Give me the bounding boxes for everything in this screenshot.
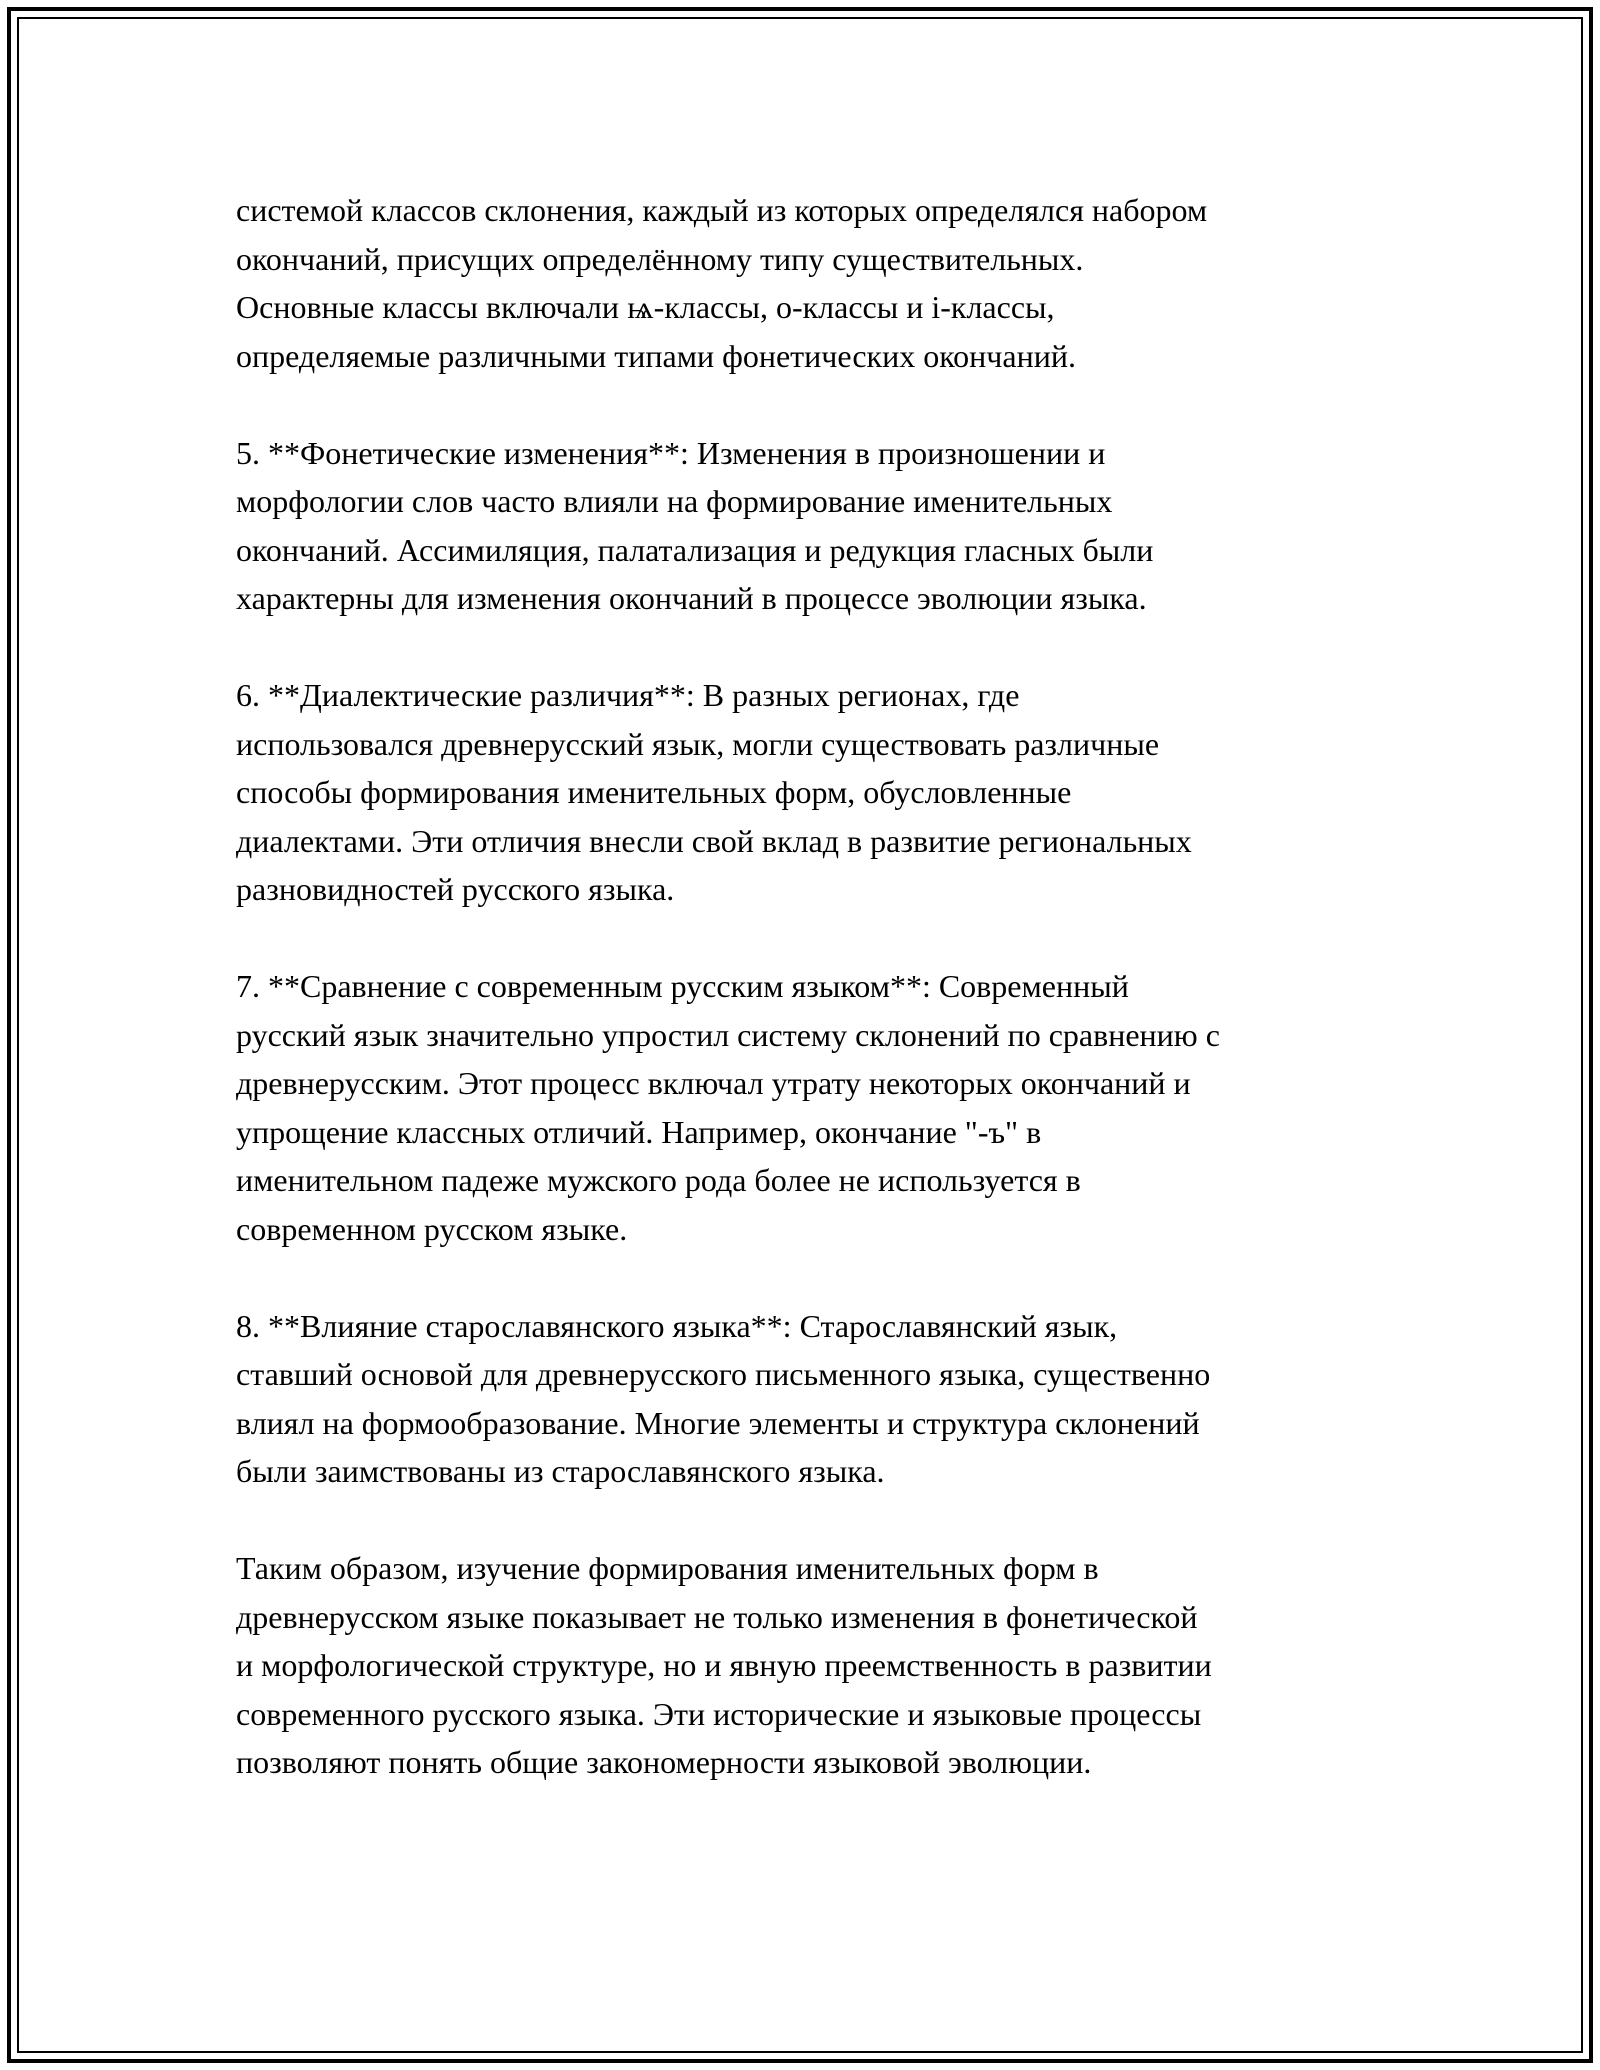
text-line: системой классов склонения, каждый из которых определялся набором (236, 192, 1208, 228)
text-line: характерны для изменения окончаний в процессе эволюции языка. (236, 580, 1147, 616)
text-line: именительном падеже мужского рода более не используется в (236, 1162, 1081, 1198)
paragraph-item-5-phonetic-changes (236, 429, 1386, 623)
text-line: окончаний, присущих определённому типу существительных. (236, 240, 1084, 277)
paragraph-item-7-modern-comparison (236, 962, 1386, 1253)
text-line: 8. **Влияние старославянского языка**: Старославянский язык, (236, 1307, 1118, 1344)
text-line: древнерусском языке показывает не только изменения в фонетической (236, 1598, 1198, 1635)
text-line: упрощение классных отличий. Например, окончание "-ъ" в (236, 1113, 1042, 1150)
paragraph-declension-classes (236, 186, 1386, 380)
document-body (236, 186, 1386, 1787)
text-line: 5. **Фонетические изменения**: Изменения в произношении и (236, 434, 1106, 471)
text-line: Основные классы включали ѩ-классы, о-классы и і-классы, (236, 289, 1055, 325)
paragraph-item-6-dialect-differences (236, 671, 1386, 914)
text-line: русский язык значительно упростил систему склонений по сравнению с (236, 1016, 1220, 1053)
text-line: способы формирования именительных форм, обусловленные (236, 774, 1072, 810)
text-line: современного русского языка. Эти исторические и языковые процессы (236, 1695, 1202, 1732)
text-line: и морфологической структуре, но и явную преемственность в развитии (236, 1647, 1212, 1683)
text-line: разновидностей русского языка. (236, 871, 675, 907)
text-line: 7. **Сравнение с современным русским языком**: Современный (236, 968, 1129, 1004)
text-line: диалектами. Эти отличия внесли свой вклад в развитие региональных (236, 822, 1192, 859)
text-line: Таким образом, изучение формирования именительных форм в (236, 1550, 1099, 1586)
paragraph-conclusion (236, 1544, 1386, 1787)
text-line: были заимствованы из старославянского языка. (236, 1453, 885, 1489)
text-line: морфологии слов часто влияли на формирование именительных (236, 483, 1113, 519)
paragraph-item-8-old-church-slavonic (236, 1302, 1386, 1496)
text-line: 6. **Диалектические различия**: В разных регионах, где (236, 677, 1020, 713)
text-line: окончаний. Ассимиляция, палатализация и редукция гласных были (236, 531, 1154, 568)
text-line: влиял на формообразование. Многие элементы и структура склонений (236, 1404, 1200, 1441)
text-line: определяемые различными типами фонетических окончаний. (236, 337, 1076, 374)
text-line: использовался древнерусский язык, могли существовать различные (236, 725, 1160, 762)
text-line: современном русском языке. (236, 1210, 628, 1247)
text-line: древнерусским. Этот процесс включал утрату некоторых окончаний и (236, 1065, 1191, 1101)
text-line: позволяют понять общие закономерности языковой эволюции. (236, 1744, 1092, 1780)
text-line: ставший основой для древнерусского письменного языка, существенно (236, 1356, 1211, 1392)
